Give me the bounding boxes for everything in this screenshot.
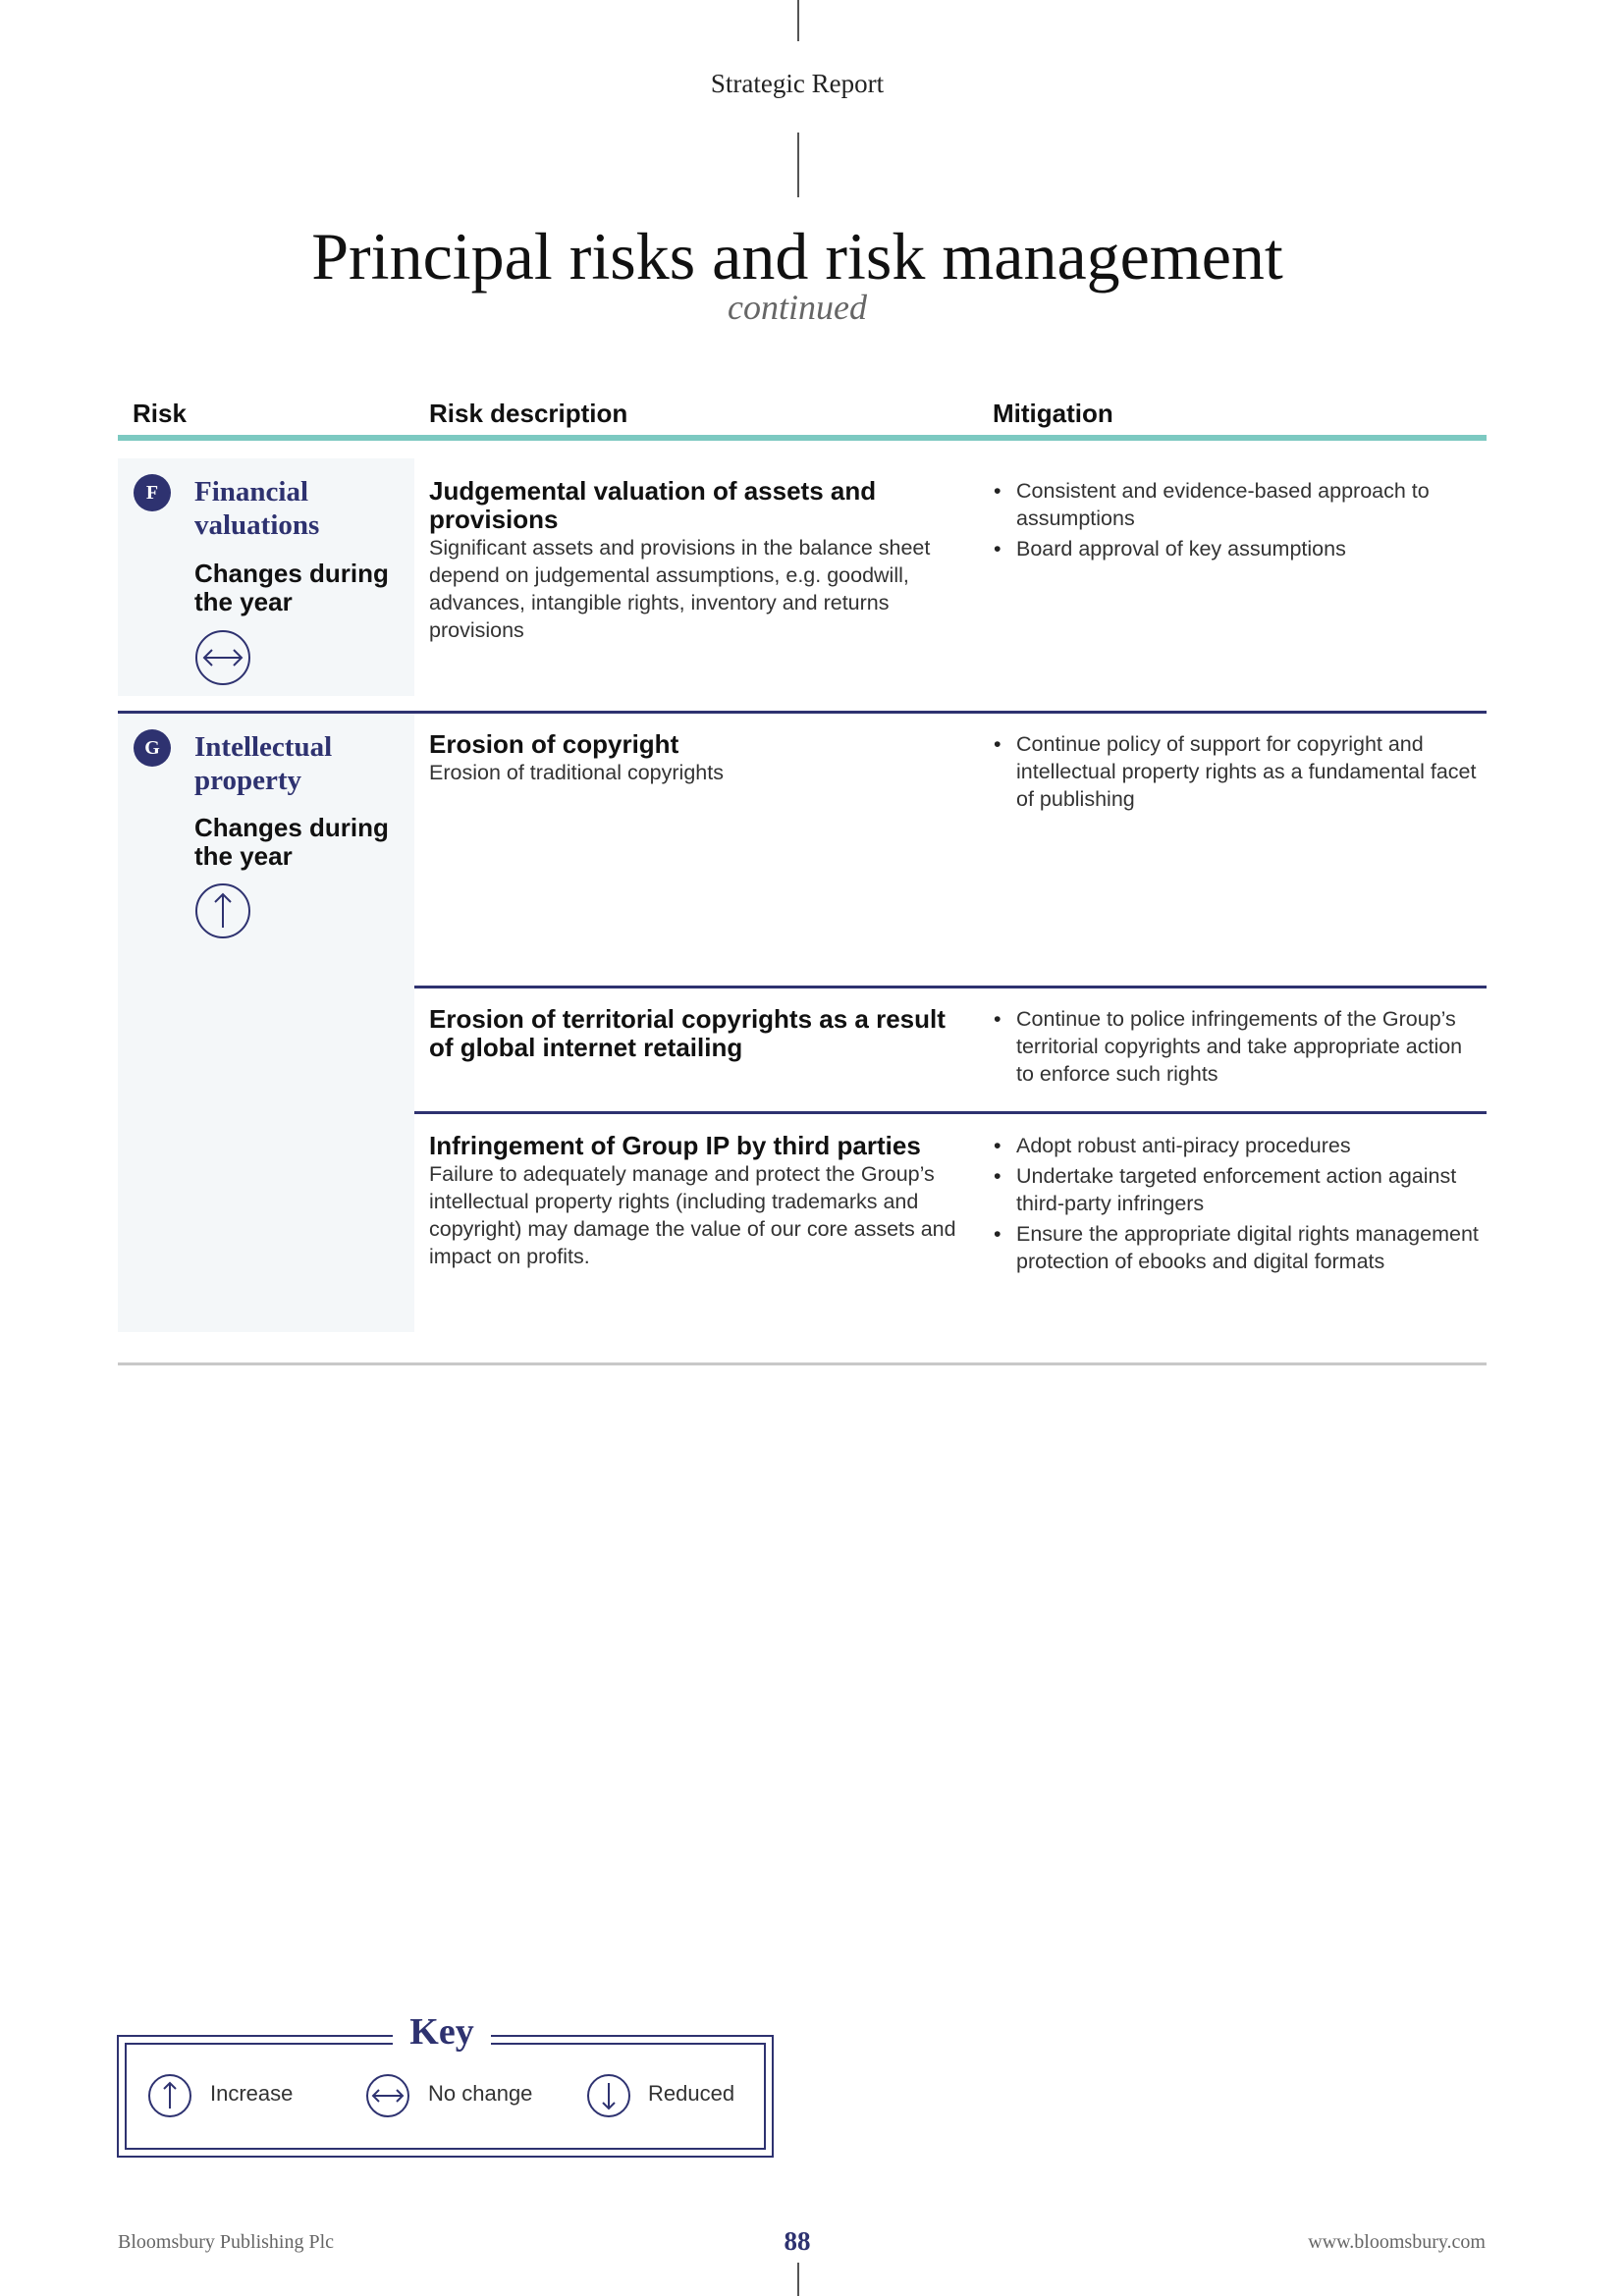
row-divider bbox=[414, 1111, 1487, 1114]
page-title: Principal risks and risk management bbox=[311, 219, 1283, 294]
no-change-icon bbox=[194, 629, 251, 686]
column-header-risk: Risk bbox=[133, 399, 187, 428]
mitigation-item: • Adopt robust anti-piracy procedures bbox=[992, 1132, 1483, 1159]
risk-description-title: Judgemental valuation of assets and provisions bbox=[429, 476, 877, 534]
risk-panel-financial bbox=[118, 458, 414, 696]
arrow-down-circle-icon bbox=[586, 2073, 631, 2118]
row-divider bbox=[414, 986, 1487, 988]
risk-change-label: Changes during the year bbox=[194, 813, 389, 871]
page-subtitle: continued bbox=[728, 288, 867, 327]
section-label: Strategic Report bbox=[710, 69, 885, 98]
increase-icon bbox=[194, 882, 251, 939]
risk-description-block bbox=[429, 730, 969, 786]
mitigation-item: • Continue to police infringements of the Group’s territorial copyrights and take appropriate action to enforce such rights bbox=[992, 1005, 1483, 1088]
risk-change-label: Changes during the year bbox=[194, 559, 389, 616]
mitigation-list bbox=[992, 730, 1483, 816]
top-divider-line bbox=[797, 0, 799, 41]
mitigation-item: • Board approval of key assumptions bbox=[992, 535, 1483, 562]
column-header-description: Risk description bbox=[429, 399, 628, 428]
mitigation-item: • Undertake targeted enforcement action against third-party infringers bbox=[992, 1162, 1483, 1217]
risk-name: Intellectual property bbox=[194, 731, 333, 796]
mitigation-list bbox=[992, 1132, 1483, 1278]
column-header-mitigation: Mitigation bbox=[993, 399, 1113, 428]
footer-website[interactable]: www.bloomsbury.com bbox=[1308, 2231, 1486, 2253]
risk-badge: F bbox=[134, 474, 171, 511]
risk-panel-intellectual-property bbox=[118, 714, 414, 1332]
risk-description-text: Failure to adequately manage and protect the Group’s intellectual property rights (including trademarks and copyright) may damage the value of our core assets and impact on profits. bbox=[429, 1162, 956, 1268]
risk-description-block bbox=[429, 1005, 969, 1062]
key-label-increase: Increase bbox=[210, 2081, 294, 2106]
mitigation-list bbox=[992, 477, 1483, 565]
risk-badge: G bbox=[134, 729, 171, 767]
bottom-divider-line bbox=[797, 2263, 799, 2296]
key-label-reduced: Reduced bbox=[648, 2081, 735, 2106]
risk-name: Financial valuations bbox=[194, 476, 320, 541]
risk-description-text: Erosion of traditional copyrights bbox=[429, 761, 724, 784]
header-rule bbox=[118, 435, 1487, 441]
footer-company: Bloomsbury Publishing Plc bbox=[118, 2231, 335, 2253]
mitigation-item: • Consistent and evidence-based approach to assumptions bbox=[992, 477, 1483, 532]
key-label-no-change: No change bbox=[428, 2081, 533, 2106]
arrow-up-circle-icon bbox=[147, 2073, 192, 2118]
table-bottom-rule bbox=[118, 1362, 1487, 1365]
risk-description-title: Infringement of Group IP by third parties bbox=[429, 1131, 921, 1160]
mitigation-list bbox=[992, 1005, 1483, 1091]
title-divider-line bbox=[797, 133, 799, 197]
risk-description-title: Erosion of copyright bbox=[429, 729, 679, 759]
risk-description-title: Erosion of territorial copyrights as a result of global internet retailing bbox=[429, 1004, 946, 1062]
risk-description-text: Significant assets and provisions in the balance sheet depend on judgemental assumptions, e.g. goodwill, advances, intangible rights, inventory and returns provisions bbox=[429, 536, 931, 642]
key-title: Key bbox=[393, 2010, 491, 2054]
risk-description-block bbox=[429, 1132, 969, 1270]
mitigation-item: • Ensure the appropriate digital rights management protection of ebooks and digital formats bbox=[992, 1220, 1483, 1275]
arrow-both-circle-icon bbox=[365, 2073, 410, 2118]
mitigation-item: • Continue policy of support for copyright and intellectual property rights as a fundamental facet of publishing bbox=[992, 730, 1483, 813]
footer-page-number: 88 bbox=[784, 2226, 811, 2256]
risk-description-block bbox=[429, 477, 969, 644]
